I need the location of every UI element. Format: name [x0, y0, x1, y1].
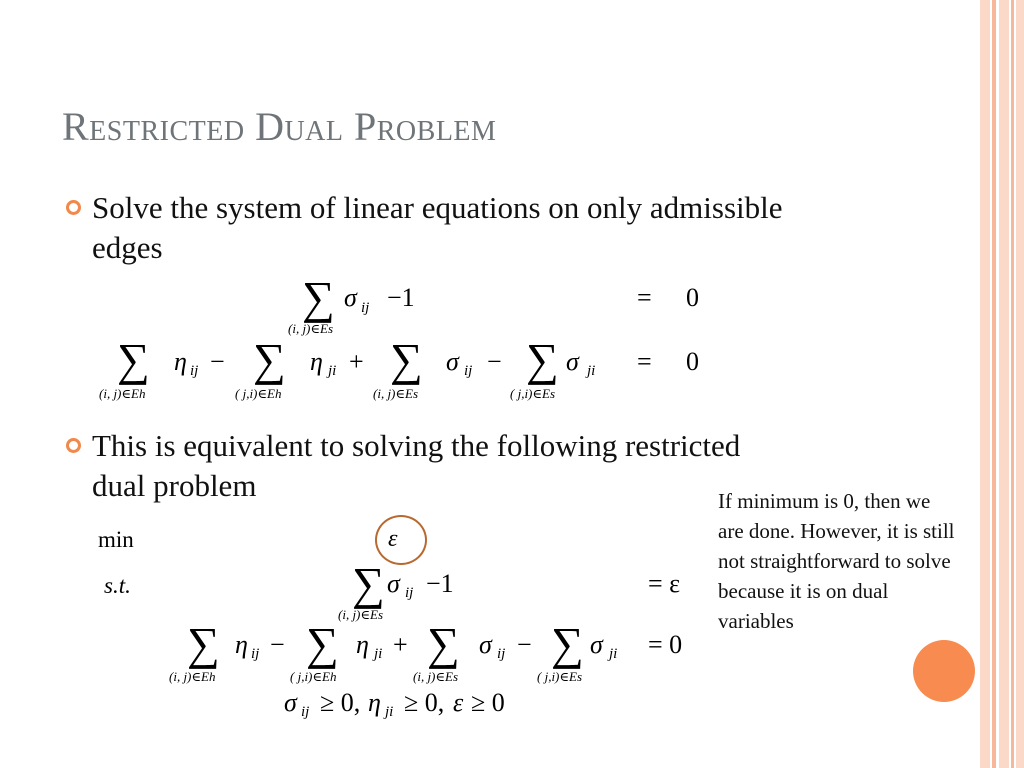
subject-to-label: s.t.: [104, 573, 131, 598]
stripe: [1011, 0, 1014, 768]
variable-subscript: ij: [361, 300, 370, 316]
stripe: [992, 0, 996, 768]
variable: σ: [479, 630, 492, 659]
variable-subscript: ji: [374, 646, 383, 662]
sum-symbol: ∑: [187, 618, 220, 669]
stripe: [999, 0, 1009, 768]
rhs-value: = ε: [648, 569, 681, 598]
operator: +: [349, 347, 364, 376]
operator: −: [487, 347, 502, 376]
constant-term: −1: [426, 569, 454, 598]
sum-symbol: ∑: [253, 334, 286, 385]
variable: η: [310, 347, 323, 376]
variable-subscript: ji: [587, 363, 596, 379]
variable: η: [174, 347, 187, 376]
sum-subscript: (i, j)∈Eh: [99, 386, 146, 401]
variable-subscript: ji: [609, 646, 618, 662]
sum-symbol: ∑: [526, 334, 559, 385]
sum-symbol: ∑: [352, 558, 385, 609]
sum-symbol: ∑: [117, 334, 150, 385]
objective-epsilon: ε: [388, 526, 398, 552]
equals-sign: =: [637, 283, 652, 312]
bullet-marker: [66, 438, 81, 453]
rhs-value: 0: [686, 347, 699, 376]
variable: σ: [566, 347, 579, 376]
bullet-text: This is equivalent to solving the following restricted dual problem: [92, 428, 741, 503]
variable: η: [235, 630, 248, 659]
sum-symbol: ∑: [390, 334, 423, 385]
bullet-marker: [66, 200, 81, 215]
sum-subscript: (i, j)∈Es: [373, 386, 419, 401]
variable: σ: [387, 569, 400, 598]
equals-sign: =: [637, 347, 652, 376]
sum-subscript: (i, j)∈Es: [338, 607, 384, 622]
variable-subscript: ij: [497, 646, 506, 662]
sum-subscript: ( j,i)∈Eh: [235, 386, 282, 401]
variable-subscript: ij: [405, 585, 414, 601]
bullet-text: Solve the system of linear equations on only admissible edges: [92, 190, 783, 265]
decorative-stripes: [980, 0, 1024, 768]
constant-term: −1: [387, 283, 415, 312]
operator: +: [393, 630, 408, 659]
sum-subscript: (i, j)∈Es: [288, 321, 334, 336]
relation: ≥ 0,: [320, 688, 361, 717]
variable: σ: [344, 283, 357, 312]
sum-subscript: ( j,i)∈Es: [510, 386, 556, 401]
sum-subscript: (i, j)∈Es: [413, 669, 459, 684]
sum-subscript: ( j,i)∈Eh: [290, 669, 337, 684]
sum-subscript: ( j,i)∈Es: [537, 669, 583, 684]
rhs-value: 0: [686, 283, 699, 312]
min-label: min: [98, 527, 134, 552]
slide-title: Restricted Dual Problem: [62, 104, 497, 149]
sum-symbol: ∑: [306, 618, 339, 669]
variable: σ: [284, 688, 297, 717]
variable: η: [368, 688, 381, 717]
stripe: [980, 0, 990, 768]
decorative-orange-dot: [913, 640, 975, 702]
sum-symbol: ∑: [302, 272, 335, 323]
variable: σ: [446, 347, 459, 376]
variable-subscript: ji: [385, 704, 394, 720]
operator: −: [210, 347, 225, 376]
operator: −: [270, 630, 285, 659]
operator: −: [517, 630, 532, 659]
variable-subscript: ji: [328, 363, 337, 379]
variable-subscript: ij: [251, 646, 260, 662]
sum-symbol: ∑: [427, 618, 460, 669]
variable: ε: [453, 688, 464, 717]
variable: η: [356, 630, 369, 659]
side-note: If minimum is 0, then we are done. However, it is still not straightforward to solve because it is on dual variables: [718, 489, 955, 633]
variable: σ: [590, 630, 603, 659]
variable-subscript: ij: [301, 704, 310, 720]
sum-subscript: (i, j)∈Eh: [169, 669, 216, 684]
variable-subscript: ij: [190, 363, 199, 379]
rhs-value: = 0: [648, 630, 683, 659]
variable-subscript: ij: [464, 363, 473, 379]
sum-symbol: ∑: [551, 618, 584, 669]
stripe: [1016, 0, 1024, 768]
relation: ≥ 0: [471, 688, 505, 717]
relation: ≥ 0,: [404, 688, 445, 717]
